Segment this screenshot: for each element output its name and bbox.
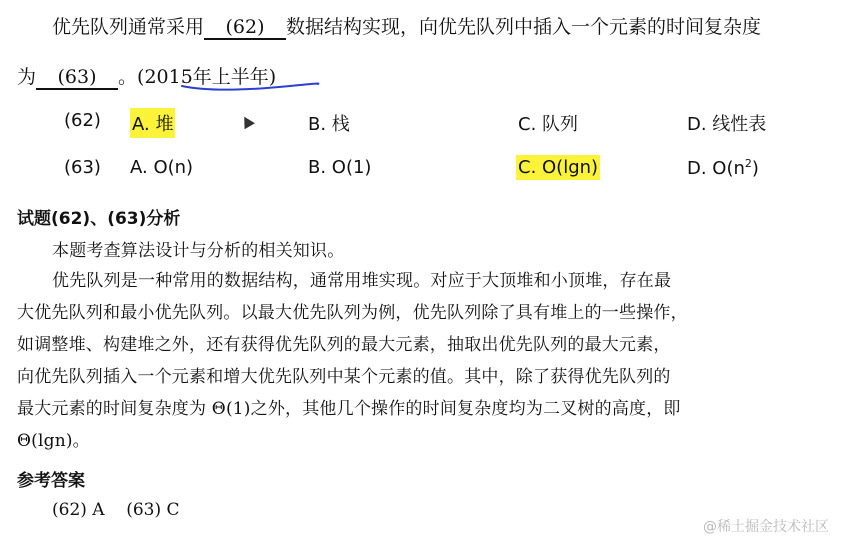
- q63-option-d-base: D. O(n: [687, 158, 745, 179]
- analysis-line: 大优先队列和最小优先队列。以最大优先队列为例，优先队列除了具有堆上的一些操作，: [17, 303, 688, 323]
- analysis-heading: 试题(62)、(63)分析: [17, 209, 181, 229]
- analysis-line: 最大元素的时间复杂度为 Θ(1)之外，其他几个操作的时间复杂度均为二叉树的高度，即: [17, 399, 681, 419]
- stem-text-4: 。: [118, 66, 138, 88]
- analysis-line: 向优先队列插入一个元素和增大优先队列中某个元素的值。其中，除了获得优先队列的: [17, 367, 671, 387]
- watermark: @稀土掘金技术社区: [703, 519, 829, 535]
- cursor-icon: [239, 114, 255, 130]
- stem-text-2: 数据结构实现，向优先队列中插入一个元素的时间复杂度: [286, 16, 762, 38]
- answer-heading: 参考答案: [17, 471, 85, 491]
- stem-text-1: 优先队列通常采用: [52, 16, 205, 38]
- q63-number: (63): [64, 157, 101, 178]
- analysis-line: Θ(lgn)。: [17, 431, 90, 451]
- answer-line: (62) A (63) C: [52, 500, 180, 520]
- analysis-line: 如调整堆、构建堆之外，还有获得优先队列的最大元素，抽取出优先队列的最大元素，: [17, 335, 671, 355]
- q63-option-b: B. O(1): [308, 157, 372, 178]
- q63-option-a: A. O(n): [130, 157, 194, 178]
- q63-option-c: C. O(lgn): [518, 157, 599, 178]
- analysis-line: 优先队列是一种常用的数据结构，通常用堆实现。对应于大顶堆和小顶堆，存在最: [52, 271, 672, 291]
- q63-option-d-end: ): [751, 158, 759, 179]
- q62-option-a: A. 堆: [130, 108, 175, 138]
- q62-number: (62): [64, 110, 101, 131]
- analysis-line: 本题考查算法设计与分析的相关知识。: [52, 241, 345, 261]
- q62-option-d: D. 线性表: [687, 114, 767, 135]
- q63-option-d: [687, 157, 759, 179]
- q62-option-c: C. 队列: [518, 114, 579, 135]
- blank-63: (63): [36, 66, 118, 90]
- stem-text-3: 为: [17, 66, 37, 88]
- q63-option-d-sup: 2: [744, 157, 752, 170]
- question-stem-line1: [52, 12, 761, 40]
- blank-62: (62): [204, 16, 286, 40]
- source-year: (2015年上半年): [137, 66, 277, 88]
- q62-option-b: B. 栈: [308, 114, 350, 135]
- question-stem-line2: [17, 62, 276, 90]
